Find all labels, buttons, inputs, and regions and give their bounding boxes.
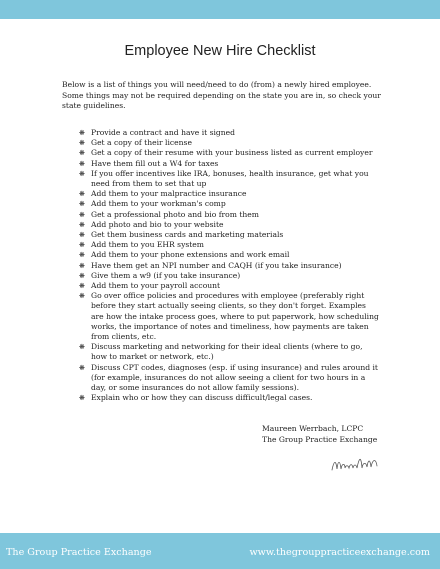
bullet-icon: ❋	[79, 241, 85, 250]
checklist-item	[79, 250, 379, 260]
checklist-item	[79, 261, 379, 271]
bullet-icon: ❋	[79, 190, 85, 199]
signer-organization: The Group Practice Exchange	[262, 435, 378, 444]
checklist-item-text: Give them a w9 (if you take insurance)	[91, 270, 241, 280]
checklist-item-text: Add them to you EHR system	[91, 240, 205, 250]
bullet-icon: ❋	[79, 159, 85, 168]
signature-block	[262, 423, 422, 445]
checklist-item-text: Go over office policies and procedures with employee (preferably right before they start actually seeing clients, so they don't forget. Examples are how the intake process goes, where to put paperwork, how scheduling works, the importance of notes and timeliness, how payments are taken from clients, etc.	[91, 291, 379, 342]
checklist	[79, 128, 379, 403]
checklist-item	[79, 138, 379, 148]
checklist-item-text: Have them fill out a W4 for taxes	[91, 158, 219, 168]
bullet-icon: ❋	[79, 231, 85, 240]
checklist-item	[79, 230, 379, 240]
signer-name: Maureen Werrbach, LCPC	[262, 424, 364, 433]
checklist-item-text: Add them to your payroll account	[91, 281, 221, 291]
bullet-icon: ❋	[79, 210, 85, 219]
footer-website-link[interactable]: www.thegrouppracticeexchange.com	[249, 547, 430, 558]
checklist-item-text: Explain who or how they can discuss difficult/legal cases.	[91, 393, 313, 403]
checklist-item	[79, 199, 379, 209]
checklist-item	[79, 128, 379, 138]
checklist-item	[79, 271, 379, 281]
checklist-item-text: Add photo and bio to your website	[91, 219, 224, 229]
checklist-item	[79, 281, 379, 291]
checklist-item	[79, 240, 379, 250]
footer-band	[0, 533, 440, 569]
checklist-item	[79, 393, 379, 403]
checklist-item	[79, 291, 379, 342]
bullet-icon: ❋	[79, 261, 85, 270]
bullet-icon: ❋	[79, 149, 85, 158]
bullet-icon: ❋	[79, 200, 85, 209]
checklist-item-text: Get a copy of their license	[91, 138, 192, 148]
checklist-item	[79, 159, 379, 169]
checklist-item-text: Get a copy of their resume with your business listed as current employer	[91, 148, 373, 158]
checklist-item	[79, 148, 379, 158]
checklist-item	[79, 342, 379, 362]
checklist-item-text: Have them get an NPI number and CAQH (if you take insurance)	[91, 260, 342, 270]
checklist-item-text: If you offer incentives like IRA, bonuses, health insurance, get what you need from them to set that up	[91, 168, 369, 189]
checklist-item	[79, 220, 379, 230]
bullet-icon: ❋	[79, 363, 85, 372]
handwritten-signature	[330, 450, 380, 476]
bullet-icon: ❋	[79, 292, 85, 301]
bullet-icon: ❋	[79, 343, 85, 352]
intro-paragraph: Below is a list of things you will need/need to do (from) a newly hired employee. Some things may not be required depending on the state you are in, so check your state guidelines.	[62, 80, 381, 111]
bullet-icon: ❋	[79, 251, 85, 260]
bullet-icon: ❋	[79, 282, 85, 291]
bullet-icon: ❋	[79, 139, 85, 148]
bullet-icon: ❋	[79, 169, 85, 178]
bullet-icon: ❋	[79, 220, 85, 229]
checklist-item	[79, 363, 379, 394]
checklist-item-text: Get a professional photo and bio from them	[91, 209, 259, 219]
checklist-item-text: Add them to your phone extensions and work email	[91, 250, 290, 260]
checklist-item-text: Add them to your malpractice insurance	[91, 189, 247, 199]
footer-organization: The Group Practice Exchange	[6, 547, 152, 558]
page-title: Employee New Hire Checklist	[124, 43, 316, 59]
bullet-icon: ❋	[79, 129, 85, 137]
checklist-item-text: Discuss marketing and networking for their ideal clients (where to go, how to market or network, etc.)	[91, 342, 363, 362]
checklist-item-text: Add them to your workman's comp	[91, 199, 226, 209]
checklist-item	[79, 189, 379, 199]
checklist-item-text: Discuss CPT codes, diagnoses (esp. if using insurance) and rules around it (for example, insurances do not allow seeing a client for two hours in a day, or some insurances do not allow family sessions).	[91, 362, 378, 393]
bullet-icon: ❋	[79, 271, 85, 280]
checklist-item-text: Get them business cards and marketing materials	[91, 230, 284, 240]
checklist-item	[79, 210, 379, 220]
checklist-item	[79, 169, 379, 189]
header-band	[0, 0, 440, 19]
bullet-icon: ❋	[79, 394, 85, 403]
checklist-item-text: Provide a contract and have it signed	[91, 128, 236, 137]
